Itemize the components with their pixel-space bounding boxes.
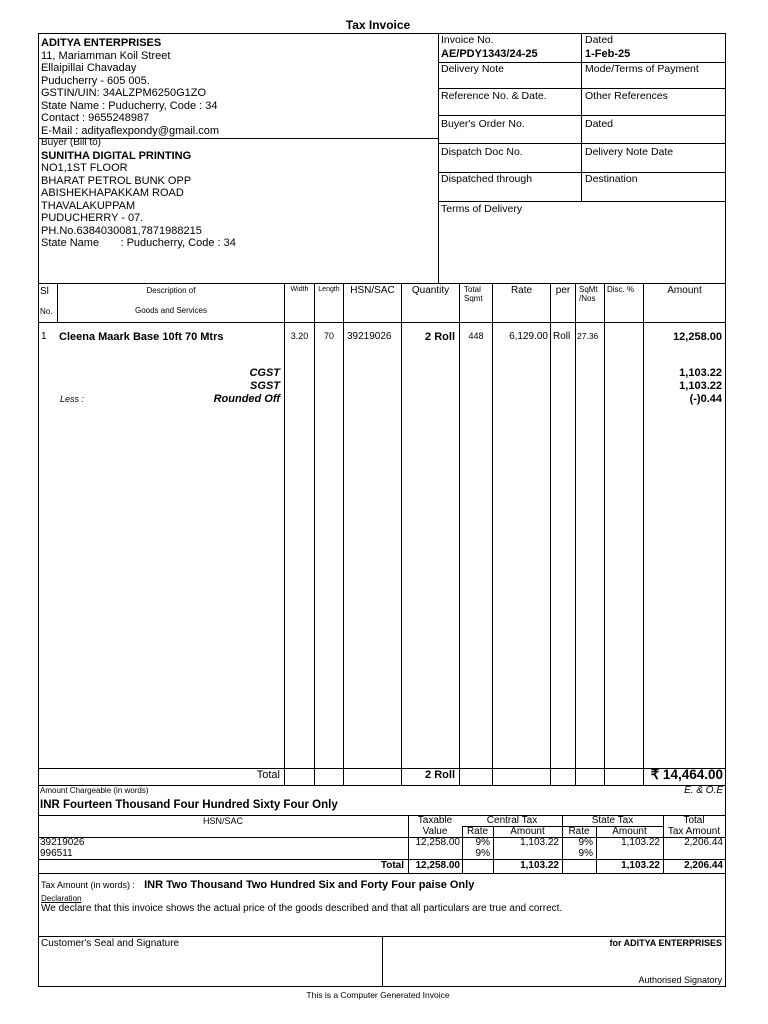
delivery-note-date-label: Delivery Note Date: [585, 146, 674, 158]
header-amount: Amount: [667, 285, 702, 296]
less-label: Less :: [60, 394, 85, 404]
seller-block: [41, 37, 436, 137]
header-total-2: Sqmt: [464, 294, 483, 303]
item-per: Roll: [553, 331, 571, 342]
tax-words: INR Two Thousand Two Hundred Six and Forty Four paise Only: [144, 879, 475, 891]
tax-words-line: [41, 879, 474, 892]
tax-row-hsn: 996511: [40, 848, 73, 859]
item-length: 70: [323, 331, 334, 341]
declaration-text: We declare that this invoice shows the actual price of the goods described and that all particulars are true and correct.: [41, 903, 563, 914]
buyer-name: SUNITHA DIGITAL PRINTING: [41, 149, 192, 162]
seller-address-3: Puducherry - 605 005.: [41, 74, 150, 87]
header-si: Sl: [40, 286, 49, 297]
seller-address-2: Ellaipillai Chavaday: [41, 62, 137, 74]
tax-row-state-rate: 9%: [578, 848, 593, 859]
destination-label: Destination: [585, 173, 638, 185]
tax-row-taxable: 12,258.00: [415, 837, 460, 848]
seller-address-1: 11, Mariamman Koil Street: [41, 49, 171, 62]
eoe-label: E. & O.E: [684, 785, 723, 796]
tax-state-amount-header: Amount: [612, 826, 647, 837]
tax-state-rate-header: Rate: [568, 826, 590, 837]
item-width: 3.20: [290, 331, 309, 341]
buyer-state: State Name : Puducherry, Code : 34: [41, 237, 236, 249]
header-desc-1: Description of: [146, 286, 196, 295]
buyer-address-4: THAVALAKUPPAM: [41, 199, 136, 212]
tax-total-header-1: Total: [683, 815, 705, 826]
seller-state: State Name : Puducherry, Code : 34: [41, 99, 218, 112]
tax-words-label: Tax Amount (in words) :: [41, 880, 136, 890]
seller-gstin: GSTIN/UIN: 34ALZPM6250G1ZO: [41, 87, 207, 99]
tax-state-header: State Tax: [591, 815, 634, 826]
header-sqmt-2: /Nos: [579, 294, 596, 303]
item-total-sqmt: 448: [468, 331, 484, 341]
seller-name: ADITYA ENTERPRISES: [41, 37, 162, 49]
dispatched-through-label: Dispatched through: [441, 173, 533, 185]
buyer-label: Buyer (Bill to): [41, 137, 102, 148]
buyer-address-3: ABISHEKHAPAKKAM ROAD: [41, 187, 184, 199]
header-length: Length: [318, 286, 340, 293]
item-description: Cleena Maark Base 10ft 70 Mtrs: [59, 331, 224, 343]
buyer-address-2: BHARAT PETROL BUNK OPP: [41, 174, 192, 187]
header-quantity: Quantity: [411, 285, 450, 296]
tax-taxable-header-2: Value: [422, 826, 448, 837]
reference-label: Reference No. & Date.: [441, 90, 547, 102]
item-hsn: 39219026: [347, 331, 392, 342]
delivery-note-label: Delivery Note: [441, 63, 505, 75]
footer-note: This is a Computer Generated Invoice: [306, 990, 450, 1000]
tax-row-central-rate: 9%: [475, 837, 490, 848]
tax-hsn-header: HSN/SAC: [202, 816, 243, 826]
buyers-order-label: Buyer's Order No.: [441, 118, 525, 130]
tax-central-header: Central Tax: [486, 815, 538, 826]
amount-words-label: Amount Chargeable (in words): [40, 786, 149, 795]
invoice-no-label: Invoice No.: [441, 34, 494, 46]
rounded-off-label: Rounded Off: [213, 393, 280, 405]
tax-total-taxable: 12,258.00: [415, 860, 460, 871]
mode-terms-label: Mode/Terms of Payment: [585, 63, 699, 75]
tax-row-state-amount: 1,103.22: [621, 837, 660, 848]
total-label: Total: [256, 769, 280, 781]
total-amount: ₹ 14,464.00: [650, 767, 723, 782]
item-rate: 6,129.00: [509, 331, 548, 342]
sgst-label: SGST: [250, 380, 280, 392]
tax-total-header-2: Tax Amount: [667, 826, 721, 837]
dispatch-doc-label: Dispatch Doc No.: [441, 146, 523, 158]
header-per: per: [555, 285, 571, 296]
dated-value: 1-Feb-25: [585, 48, 631, 60]
header-no: No.: [40, 307, 53, 316]
item-si: 1: [41, 331, 47, 342]
buyer-address-5: PUDUCHERRY - 07.: [41, 212, 144, 224]
tax-row-central-amount: 1,103.22: [520, 837, 559, 848]
dated2-label: Dated: [585, 118, 614, 130]
seller-contact: Contact : 9655248987: [41, 112, 150, 124]
tax-central-amount-header: Amount: [510, 826, 545, 837]
declaration-label: Declaration: [41, 894, 82, 903]
tax-total-amount: 2,206.44: [684, 860, 723, 871]
amount-words: INR Fourteen Thousand Four Hundred Sixty Four Only: [40, 799, 338, 811]
rounded-off-amount: (-)0.44: [689, 393, 722, 405]
tax-total-state-amount: 1,103.22: [621, 860, 660, 871]
cgst-amount: 1,103.22: [679, 367, 722, 379]
total-quantity: 2 Roll: [425, 769, 455, 781]
buyer-block: [41, 137, 436, 250]
header-width: Width: [290, 286, 309, 293]
seller-email: E-Mail : adityaflexpondy@gmail.com: [41, 124, 220, 137]
tax-row-hsn: 39219026: [40, 837, 85, 848]
tax-taxable-header-1: Taxable: [417, 815, 453, 826]
header-sqmt-1: SqMt: [579, 285, 598, 294]
document-title: Tax Invoice: [345, 18, 411, 32]
tax-row-total: 2,206.44: [684, 837, 723, 848]
cgst-label: CGST: [249, 367, 280, 379]
terms-delivery-label: Terms of Delivery: [441, 203, 523, 215]
item-sqmt-nos: 27.36: [577, 331, 599, 341]
item-quantity: 2 Roll: [425, 331, 455, 343]
authorised-signatory: Authorised Signatory: [638, 975, 722, 985]
buyer-address-1: NO1,1ST FLOOR: [41, 162, 128, 174]
tax-central-rate-header: Rate: [466, 826, 489, 837]
tax-total-label: Total: [380, 860, 404, 871]
customer-seal: Customer's Seal and Signature: [41, 938, 180, 949]
for-company: for ADITYA ENTERPRISES: [609, 938, 722, 948]
dated-label: Dated: [585, 34, 614, 46]
sgst-amount: 1,103.22: [679, 380, 722, 392]
invoice-no: AE/PDY1343/24-25: [441, 48, 538, 60]
tax-total-central-amount: 1,103.22: [520, 860, 559, 871]
header-rate: Rate: [510, 285, 533, 296]
header-total-1: Total: [464, 285, 481, 294]
item-amount: 12,258.00: [673, 331, 722, 343]
other-references-label: Other References: [585, 90, 668, 102]
tax-row-state-rate: 9%: [578, 837, 593, 848]
buyer-address-6: PH.No.6384030081,7871988215: [41, 224, 202, 237]
header-desc-2: Goods and Services: [134, 306, 208, 315]
header-disc: Disc. %: [607, 285, 635, 294]
tax-row-central-rate: 9%: [475, 848, 490, 859]
header-hsn: HSN/SAC: [350, 285, 395, 296]
